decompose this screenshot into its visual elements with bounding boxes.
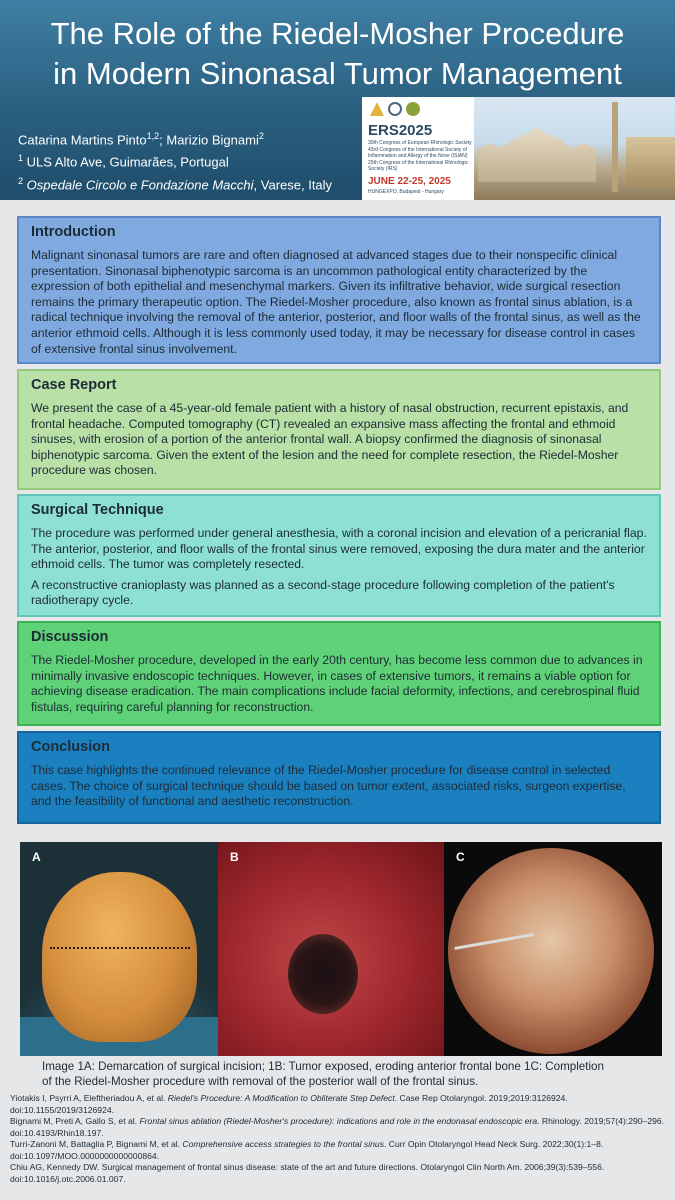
reference-1-authors: Yiotakis I, Psyrri A, Eleftheriadou A, et al. [10, 1093, 168, 1103]
case-report-heading: Case Report [31, 377, 117, 393]
reference-1-title: Riedel's Procedure: A Modification to Obliterate Step Defect [167, 1093, 395, 1103]
figure-caption-line-1: Image 1A: Demarcation of surgical incision; 1B: Tumor exposed, eroding anterior frontal bone 1C: Completion [42, 1060, 604, 1073]
castle-shape [626, 137, 675, 187]
figure-caption [42, 1059, 642, 1089]
poster-header [0, 0, 675, 200]
conclusion-heading: Conclusion [31, 739, 110, 755]
reference-item [10, 1139, 665, 1162]
references-list [10, 1093, 665, 1185]
reference-4-text: Chiu AG, Kennedy DW. Surgical management of frontal sinus disease: state of the art and future directions. Otolaryngol Clin North Am. 2006;39(3):539–556. doi:10.1016/j.otc.2006.01.007. [10, 1162, 605, 1184]
endoscopic-view-shape [448, 848, 654, 1054]
title-line-2: in Modern Sinonasal Tumor Management [53, 56, 622, 91]
poster-title [0, 14, 675, 94]
reference-1-source: . Case Rep Otolaryngol. 2019;2019:3126924. doi:10.1155/2019/3126924. [10, 1093, 568, 1115]
case-report-section [17, 369, 661, 490]
figure-b-tumor-photo [218, 842, 444, 1056]
reference-3-title: Comprehensive access strategies to the frontal sinus [182, 1139, 384, 1149]
figure-c-label: C [456, 850, 465, 864]
reference-2-source: . Rhinology. 2019;57(4):290–296. doi:10.4193/Rhin18.197. [10, 1116, 665, 1138]
conclusion-text: This case highlights the continued relevance of the Riedel-Mosher procedure for disease control in selected cases. The choice of surgical technique should be based on tumor extent, associated risks, surgeon expertise, and the feasibility of functional and aesthetic reconstruction. [31, 763, 626, 809]
surgical-technique-heading: Surgical Technique [31, 502, 164, 518]
author-1-sup: 1,2 [146, 131, 160, 141]
case-report-text: We present the case of a 45-year-old female patient with a history of nasal obstruction, recurrent epistaxis, and frontal headache. Computed tomography (CT) revealed an expansive mass affecting the frontal and ethmoid sinuses, with erosion of a portion of the anterior frontal wall. A biopsy confirmed the diagnosis of sinonasal biphenotypic sarcoma. Given the extent of the lesion and the need for complete resection, the Riedel-Mosher procedure was chosen. [31, 401, 629, 478]
figure-caption-line-2: of the Riedel-Mosher procedure with removal of the posterior wall of the frontal sinus. [42, 1075, 479, 1088]
affiliation-2-italic: Ospedale Circolo e Fondazione Macchi [23, 176, 254, 192]
figure-c-endoscopic-photo [444, 842, 662, 1056]
reference-item [10, 1116, 665, 1139]
circle-logo-icon [406, 102, 420, 116]
patient-head-shape [42, 872, 197, 1042]
affiliation-2 [18, 172, 332, 194]
reference-3-source: . Curr Opin Otolaryngol Head Neck Surg. 2022;30(1):1–8. doi:10.1097/MOO.0000000000000864. [10, 1139, 604, 1161]
author-1: Catarina Martins Pinto [18, 132, 147, 148]
author-line [18, 127, 332, 149]
surgical-technique-text-2: A reconstructive cranioplasty was planned as a second-stage procedure following completion of the patient's radiotherapy cycle. [31, 577, 615, 608]
congress-badge [362, 97, 474, 200]
introduction-text: Malignant sinonasal tumors are rare and often diagnosed at advanced stages due to their nonspecific clinical presentation. Sinonasal biphenotypic sarcoma is an uncommon pathological entity characterized by the expression of both epithelial and mesenchymal markers. Given its infiltrative behavior, wide surgical resection remains the primary therapeutic option. The Riedel-Mosher procedure, also known as frontal sinus ablation, is a radical technique involving the removal of the anterior, posterior, and floor walls of the frontal sinus, as well as the anterior ethmoid cells. Although it is less commonly used today, it may be necessary for disease control in cases of extensive frontal sinus involvement. [31, 248, 641, 356]
parliament-building-shape [478, 127, 596, 182]
reference-item [10, 1162, 665, 1185]
affiliation-1 [18, 149, 332, 171]
figure-a-label: A [32, 850, 41, 864]
budapest-photo [474, 97, 675, 200]
title-line-1: The Role of the Riedel-Mosher Procedure [50, 16, 625, 51]
discussion-text: The Riedel-Mosher procedure, developed in the early 20th century, has become less common due to advances in minimally invasive endoscopic techniques. However, in cases of extensive tumors, it remains a viable option for achieving disease eradication. The main complications include facial deformity, infections, and cerebrospinal fluid fistulas, requiring careful planning for reconstruction. [31, 653, 643, 714]
authors-block [18, 127, 332, 194]
affiliation-1-sup: 1 [18, 153, 24, 164]
affiliation-2-text: , Varese, Italy [253, 176, 333, 192]
surgical-technique-section [17, 494, 661, 617]
figure-a-incision-photo [20, 842, 218, 1056]
affiliation-2-sup: 2 [18, 175, 24, 186]
triangle-logo-icon [370, 102, 384, 116]
author-2: ; Marizio Bignami [159, 132, 259, 148]
congress-venue: HUNGEXPO, Budapest - Hungary [368, 189, 444, 195]
tumor-shape [288, 934, 358, 1014]
society-logos [370, 102, 420, 116]
discussion-heading: Discussion [31, 629, 109, 645]
congress-date: JUNE 22-25, 2025 [368, 176, 451, 187]
congress-name: ERS2025 [368, 122, 433, 139]
discussion-section [17, 621, 661, 726]
affiliation-1-text: ULS Alto Ave, Guimarães, Portugal [23, 154, 229, 170]
incision-dotted-line [50, 947, 190, 949]
reference-2-authors: Bignami M, Preti A, Gallo S, et al. [10, 1116, 140, 1126]
introduction-section [17, 216, 661, 364]
congress-subtitle: 30th Congress of European Rhinologic Society 43rd Congress of the International Society of Inflammation and Allergy of the Nose (ISIAN) 25th Congress of the International Rhinologic Society (IRS) [368, 140, 472, 172]
surgical-technique-text-1: The procedure was performed under general anesthesia, with a coronal incision and elevation of a pericranial flap. The anterior, posterior, and floor walls of the frontal sinus were removed, exposing the dura mater and the anterior ethmoid cells. The tumor was completely resected. [31, 526, 647, 572]
conclusion-section [17, 731, 661, 824]
introduction-heading: Introduction [31, 224, 116, 240]
monument-column-shape [612, 102, 618, 192]
reference-3-authors: Turri-Zanoni M, Battaglia P, Bignami M, et al. [10, 1139, 183, 1149]
congress-banner [362, 97, 675, 200]
reference-2-title: Frontal sinus ablation (Riedel-Mosher's procedure): indications and role in the endonasal endoscopic era [139, 1116, 538, 1126]
author-2-sup: 2 [258, 131, 264, 141]
ring-logo-icon [388, 102, 402, 116]
reference-item [10, 1093, 665, 1116]
figure-b-label: B [230, 850, 239, 864]
